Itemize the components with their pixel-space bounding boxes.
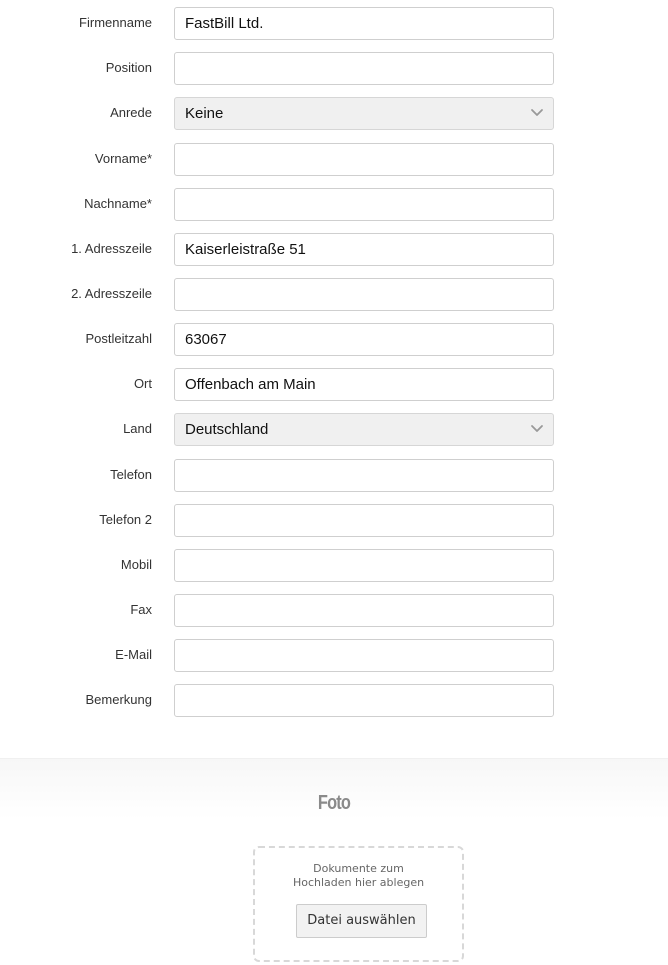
firmenname-input[interactable] <box>174 7 554 40</box>
label-fax: Fax <box>130 602 152 617</box>
row-firmenname <box>0 7 668 40</box>
label-bemerkung: Bemerkung <box>85 692 152 707</box>
label-postleitzahl: Postleitzahl <box>85 331 152 346</box>
row-mobil <box>0 549 668 582</box>
row-vorname <box>0 143 668 176</box>
label-adresszeile-1: 1. Adresszeile <box>71 241 152 256</box>
telefon-2-input[interactable] <box>174 504 554 537</box>
email-input[interactable] <box>174 639 554 672</box>
row-fax <box>0 594 668 627</box>
label-nachname: Nachname* <box>84 196 152 211</box>
row-ort <box>0 368 668 401</box>
dropzone-hint-line-2: Hochladen hier ablegen <box>292 876 425 889</box>
row-bemerkung <box>0 684 668 717</box>
photo-upload-section <box>0 758 668 965</box>
row-land <box>0 413 668 446</box>
label-telefon-2: Telefon 2 <box>99 512 152 527</box>
label-vorname: Vorname* <box>94 151 152 166</box>
label-anrede: Anrede <box>110 105 152 120</box>
row-adresszeile-1 <box>0 233 668 266</box>
position-input[interactable] <box>174 52 554 85</box>
postleitzahl-input[interactable] <box>174 323 554 356</box>
land-select[interactable] <box>174 413 554 446</box>
land-selected-value: Deutschland <box>185 421 269 438</box>
adresszeile-2-input[interactable] <box>174 278 554 311</box>
dropzone-hint-line-1: Dokumente zum <box>313 862 404 875</box>
row-anrede <box>0 97 668 130</box>
file-dropzone[interactable] <box>253 846 464 962</box>
label-telefon: Telefon <box>110 467 152 482</box>
adresszeile-1-input[interactable] <box>174 233 554 266</box>
bemerkung-input[interactable] <box>174 684 554 717</box>
anrede-select[interactable] <box>174 97 554 130</box>
nachname-input[interactable] <box>174 188 554 221</box>
label-mobil: Mobil <box>120 557 152 572</box>
label-land: Land <box>123 421 152 436</box>
anrede-selected-value: Keine <box>185 105 224 122</box>
row-adresszeile-2 <box>0 278 668 311</box>
label-email: E-Mail <box>115 647 152 662</box>
chevron-down-icon <box>530 108 544 118</box>
upload-title: Foto <box>317 792 351 814</box>
row-position <box>0 52 668 85</box>
label-position: Position <box>105 60 152 75</box>
row-email <box>0 639 668 672</box>
fax-input[interactable] <box>174 594 554 627</box>
row-postleitzahl <box>0 323 668 356</box>
vorname-input[interactable] <box>174 143 554 176</box>
row-nachname <box>0 188 668 221</box>
row-telefon <box>0 459 668 492</box>
row-telefon-2 <box>0 504 668 537</box>
dropzone-hint <box>255 862 462 890</box>
label-ort: Ort <box>133 376 152 391</box>
mobil-input[interactable] <box>174 549 554 582</box>
ort-input[interactable] <box>174 368 554 401</box>
chevron-down-icon <box>530 424 544 434</box>
label-adresszeile-2: 2. Adresszeile <box>71 286 152 301</box>
telefon-input[interactable] <box>174 459 554 492</box>
choose-file-button[interactable]: Datei auswählen <box>296 904 427 938</box>
label-firmenname: Firmenname <box>79 15 152 30</box>
